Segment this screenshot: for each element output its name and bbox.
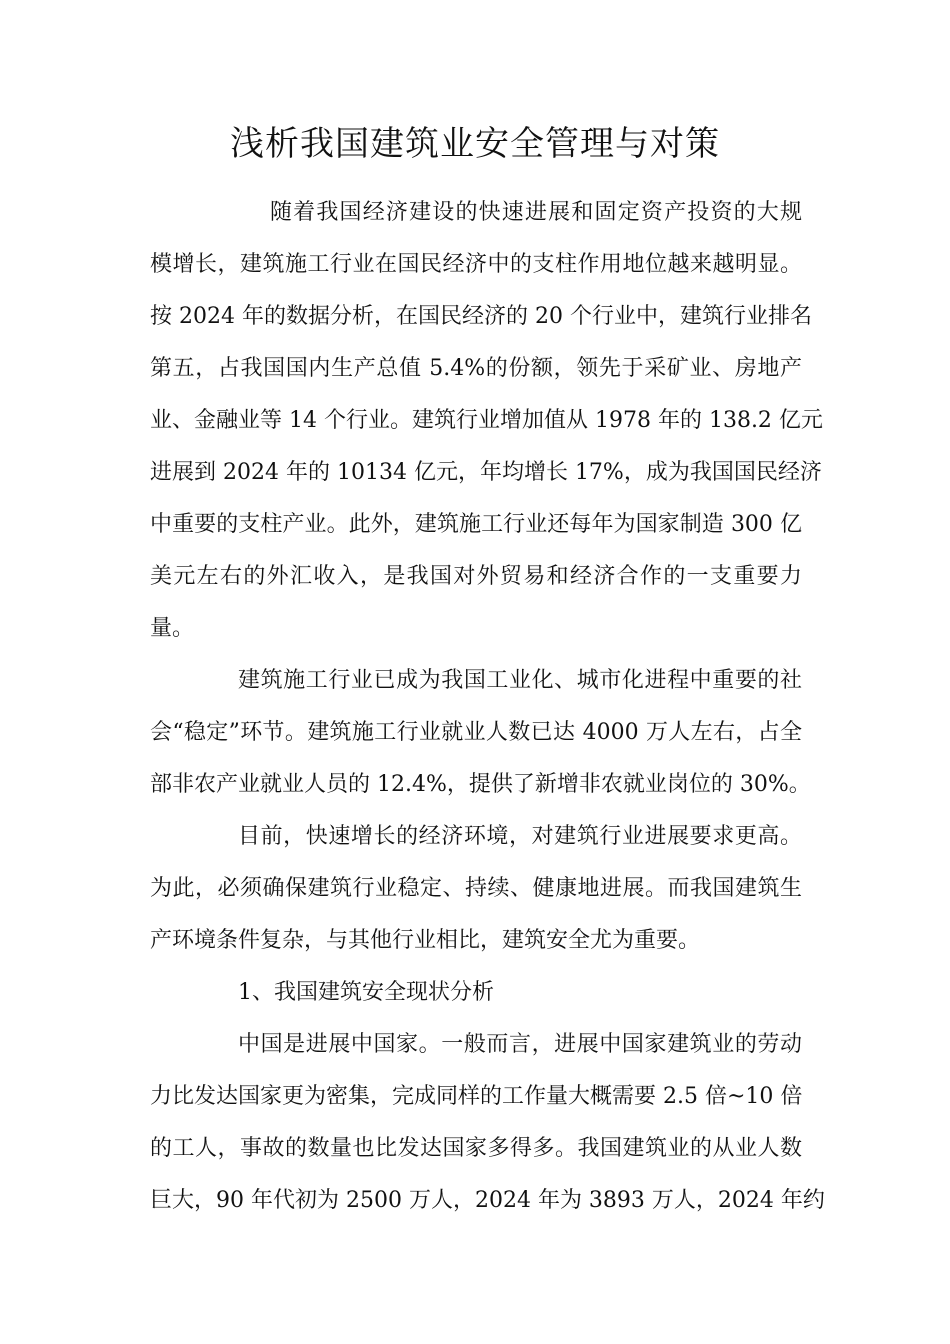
text-line: 第五，占我国国内生产总值 5.4%的份额，领先于采矿业、房地产 <box>150 356 802 381</box>
text-line: 模增长，建筑施工行业在国民经济中的支柱作用地位越来越明显。 <box>150 252 802 277</box>
text-line: 美元左右的外汇收入，是我国对外贸易和经济合作的一支重要力 <box>150 564 802 589</box>
text-line: 中国是进展中国家。一般而言，进展中国家建筑业的劳动 <box>238 1032 802 1057</box>
text-line: 业、金融业等 14 个行业。建筑行业增加值从 1978 年的 138.2 亿元 <box>150 408 823 433</box>
text-line: 产环境条件复杂，与其他行业相比，建筑安全尤为重要。 <box>150 928 701 953</box>
paragraph-3 <box>150 811 802 967</box>
document-title: 浅析我国建筑业安全管理与对策 <box>230 124 720 164</box>
text-line: 为此，必须确保建筑行业稳定、持续、健康地进展。而我国建筑生 <box>150 876 802 901</box>
paragraph-4 <box>150 1019 825 1227</box>
document-body <box>150 187 825 1227</box>
text-line: 力比发达国家更为密集，完成同样的工作量大概需要 2.5 倍~10 倍 <box>150 1084 803 1109</box>
text-line: 会“稳定”环节。建筑施工行业就业人数已达 4000 万人左右，占全 <box>150 720 802 745</box>
text-line: 巨大，90 年代初为 2500 万人，2024 年为 3893 万人，2024 年约 <box>150 1188 825 1213</box>
text-line: 量。 <box>150 616 195 641</box>
text-line: 中重要的支柱产业。此外，建筑施工行业还每年为国家制造 300 亿 <box>150 512 802 537</box>
text-line: 的工人，事故的数量也比发达国家多得多。我国建筑业的从业人数 <box>150 1136 802 1161</box>
paragraph-2 <box>150 655 811 811</box>
section-heading <box>150 967 802 1019</box>
text-line: 建筑施工行业已成为我国工业化、城市化进程中重要的社 <box>238 668 802 693</box>
text-line: 进展到 2024 年的 10134 亿元，年均增长 17%，成为我国国民经济 <box>150 460 822 485</box>
text-line: 目前，快速增长的经济环境，对建筑行业进展要求更高。 <box>238 824 802 849</box>
text-line: 按 2024 年的数据分析，在国民经济的 20 个行业中，建筑行业排名 <box>150 304 812 329</box>
paragraph-1 <box>150 187 823 655</box>
section-heading-text: 1、我国建筑安全现状分析 <box>238 980 494 1005</box>
text-line: 部非农产业就业人员的 12.4%，提供了新增非农就业岗位的 30%。 <box>150 772 811 797</box>
text-line: 随着我国经济建设的快速进展和固定资产投资的大规 <box>270 200 802 225</box>
